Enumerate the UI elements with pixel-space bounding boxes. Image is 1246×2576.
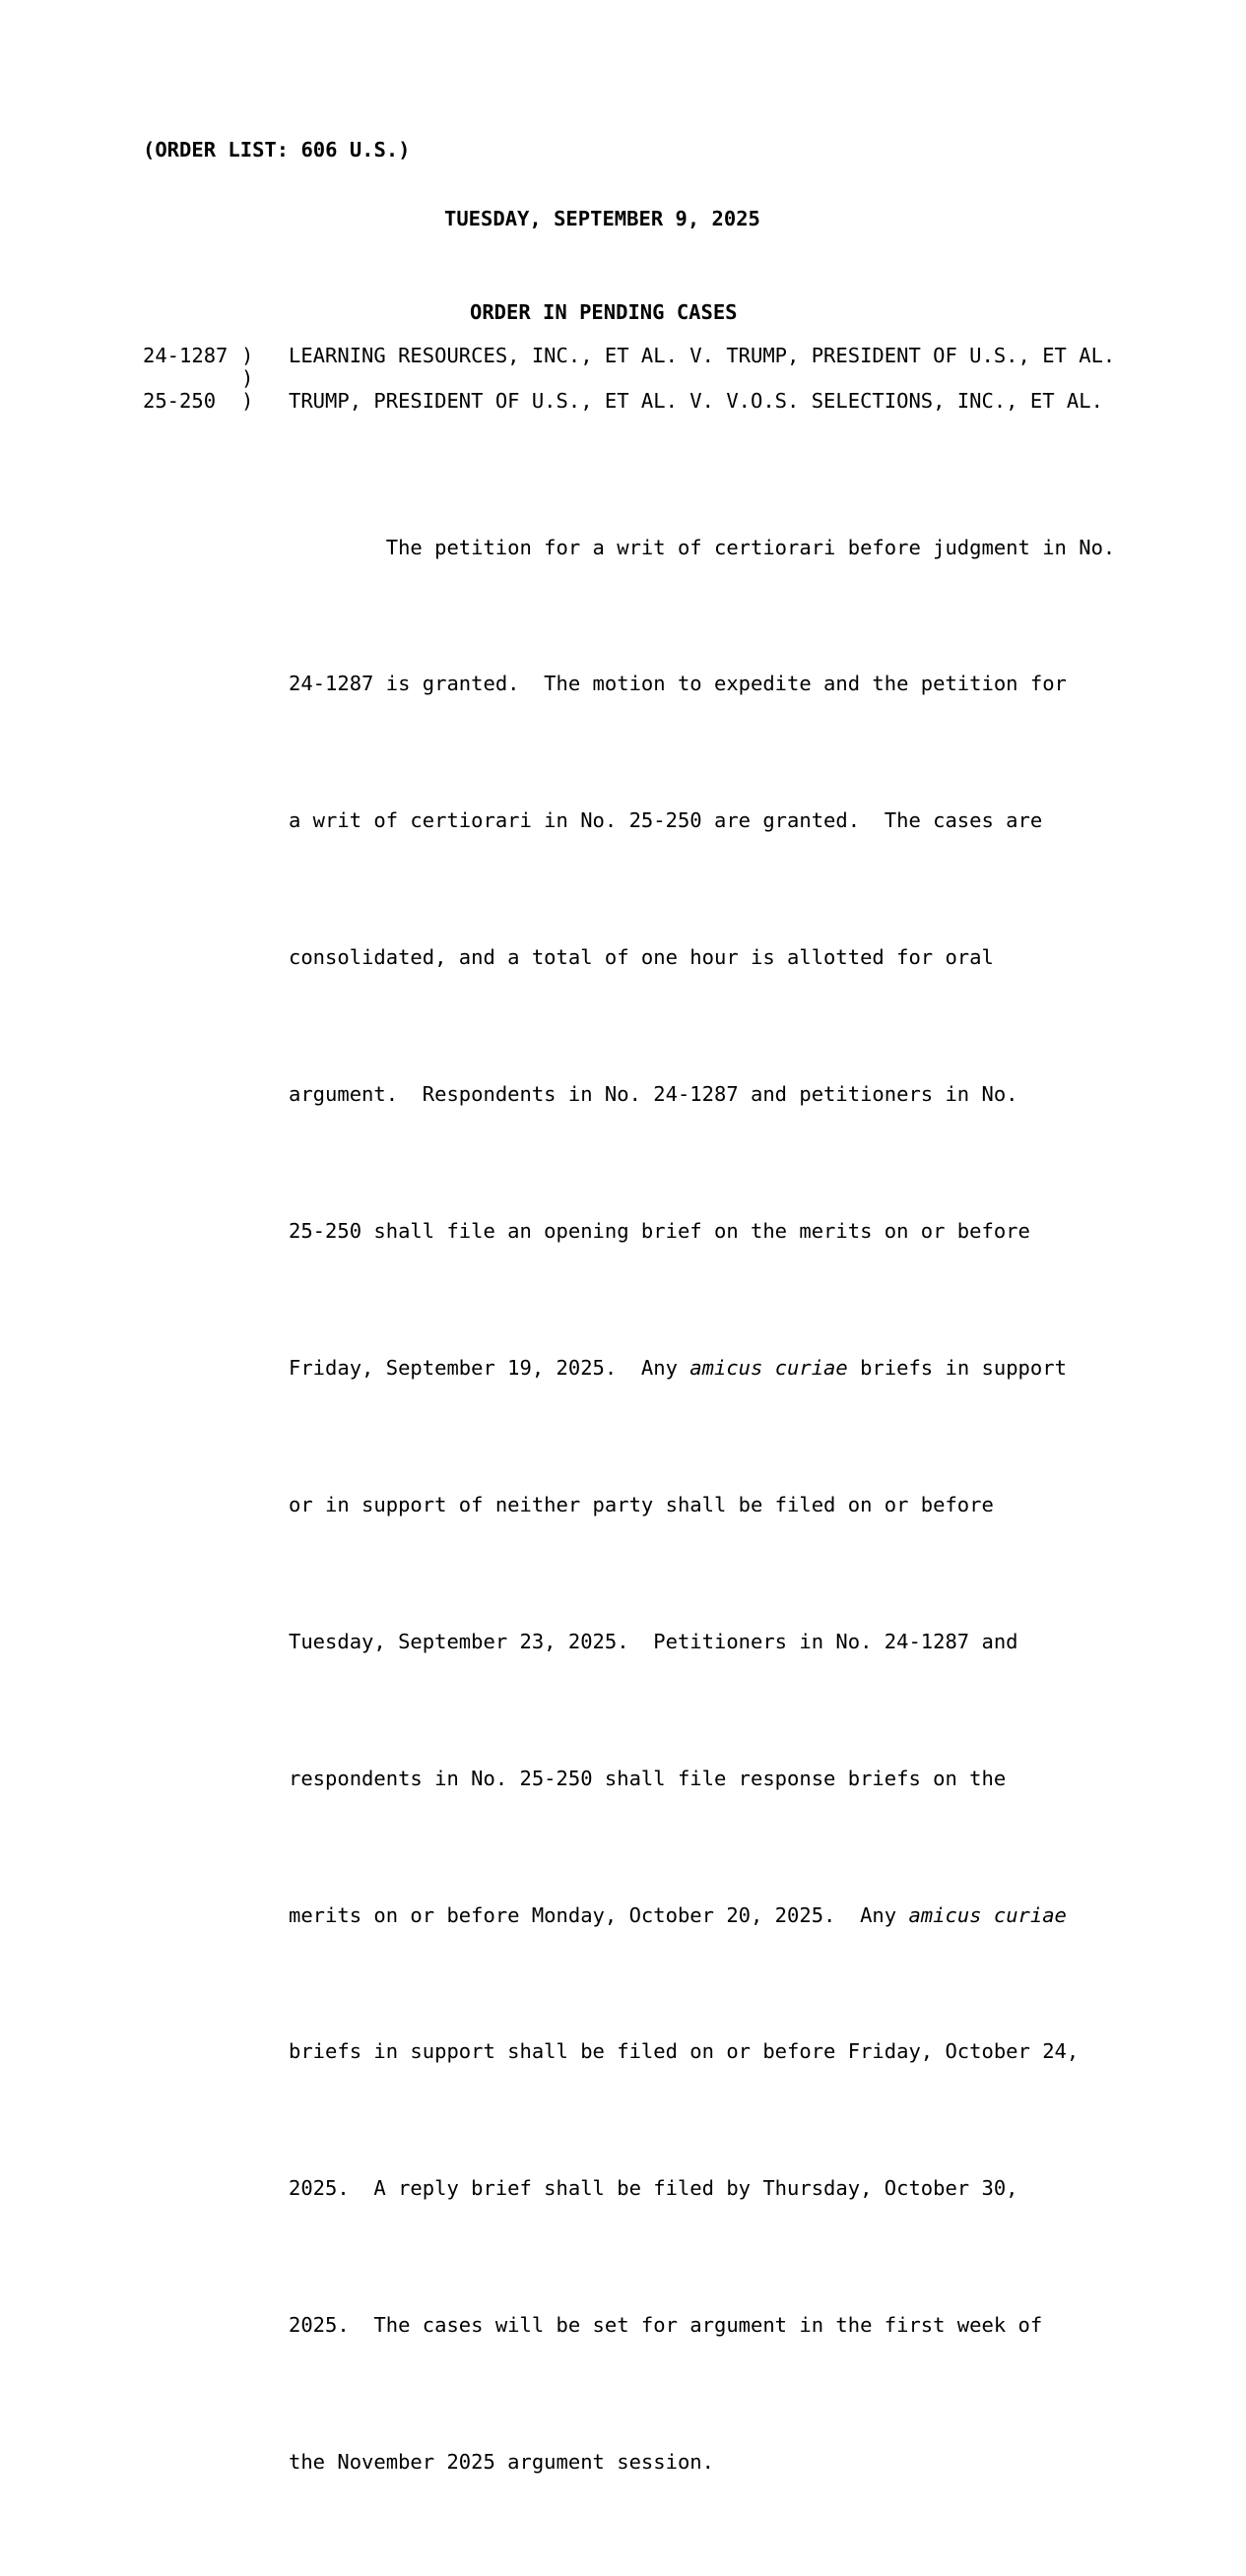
case-title: TRUMP, PRESIDENT OF U.S., ET AL. V. V.O.S. SELECTIONS, INC., ET AL. [289, 389, 1103, 413]
session-date-heading: TUESDAY, SEPTEMBER 9, 2025 [444, 207, 760, 230]
case-docket-number: 25-250 [143, 389, 217, 413]
order-body-line: 2025. A reply brief shall be filed by Thursday, October 30, [289, 2176, 1018, 2201]
order-body-line: argument. Respondents in No. 24-1287 and petitioners in No. [289, 1082, 1018, 1107]
order-body-line-text: merits on or before Monday, October 20, 2025. Any [289, 1902, 909, 1927]
case-brace-paren: ) [241, 389, 254, 413]
order-body-line: consolidated, and a total of one hour is allotted for oral [289, 945, 994, 970]
case-caption-row [143, 390, 1115, 413]
case-caption-row [143, 367, 1115, 390]
order-body-line: respondents in No. 25-250 shall file response briefs on the [289, 1766, 1007, 1790]
order-body-line: The petition for a writ of certiorari before judgment in No. [289, 535, 1116, 559]
order-body-line-text: briefs in support [847, 1355, 1067, 1380]
order-list-identifier: (ORDER LIST: 606 U.S.) [143, 138, 411, 161]
order-body-line: briefs in support shall be filed on or before Friday, October 24, [289, 2039, 1080, 2064]
case-title: LEARNING RESOURCES, INC., ET AL. V. TRUMP, PRESIDENT OF U.S., ET AL. [289, 344, 1116, 367]
case-brace-paren: ) [241, 366, 254, 390]
case-caption-block [143, 345, 1115, 413]
order-body-line: 25-250 shall file an opening brief on the merits on or before [289, 1219, 1030, 1244]
section-title-heading: ORDER IN PENDING CASES [470, 300, 738, 324]
order-body-line: or in support of neither party shall be filed on or before [289, 1492, 994, 1516]
case-caption-row [143, 345, 1115, 367]
order-body-line: the November 2025 argument session. [289, 2450, 714, 2475]
order-body-line: 24-1287 is granted. The motion to expedite and the petition for [289, 672, 1067, 696]
order-body-paragraph [289, 433, 1116, 2576]
latin-phrase-amicus-curiae: amicus curiae [689, 1355, 848, 1380]
order-body-line: Tuesday, September 23, 2025. Petitioners in No. 24-1287 and [289, 1629, 1018, 1653]
order-body-line: a writ of certiorari in No. 25-250 are granted. The cases are [289, 808, 1043, 833]
case-brace-paren: ) [241, 344, 254, 367]
order-body-line [289, 1893, 1077, 1938]
order-body-line-text: Friday, September 19, 2025. Any [289, 1355, 690, 1380]
latin-phrase-amicus-curiae: amicus curiae [908, 1902, 1067, 1927]
order-body-line: 2025. The cases will be set for argument in the first week of [289, 2313, 1043, 2338]
order-body-line [289, 1345, 1077, 1390]
case-docket-number: 24-1287 [143, 344, 229, 367]
